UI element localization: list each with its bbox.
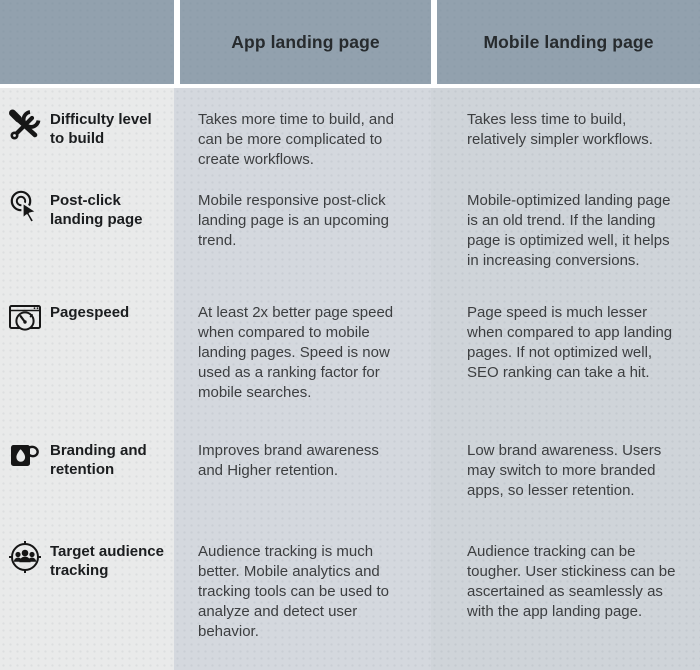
cursor-click-icon [8,189,42,223]
feature-label: Target audience tracking [50,543,164,580]
feature-cell [0,301,174,403]
header-spacer-cell [0,0,174,84]
app-value-cell: Mobile responsive post-click landing page is an upcoming trend. [198,192,389,249]
mobile-value-cell: Takes less time to build, relatively simpler workflows. [467,111,653,148]
speedometer-icon [8,301,42,335]
tools-icon [8,108,42,142]
audience-target-icon [8,540,42,574]
column-header-app-landing-page [180,0,431,84]
column-header-mobile-landing-page [437,0,700,84]
table-header [0,0,700,84]
feature-cell [0,439,174,501]
table-row [0,108,700,170]
table-row [0,189,700,271]
column-header-label: Mobile landing page [483,31,654,52]
mobile-value-cell: Audience tracking can be tougher. User stickiness can be ascertained as seamlessly as with the app landing page. [467,543,676,620]
table-row [0,301,700,403]
feature-cell [0,540,174,642]
app-value-cell: Takes more time to build, and can be more complicated to create workflows. [198,111,394,168]
app-value-cell: At least 2x better page speed when compared to mobile landing pages. Speed is now used as a ranking factor for mobile searches. [198,304,394,401]
column-header-label: App landing page [231,31,380,52]
app-value-cell: Audience tracking is much better. Mobile analytics and tracking tools can be used to analyze and detect user behavior. [198,543,389,640]
feature-label: Post-click landing page [50,192,143,229]
feature-cell [0,108,174,170]
table-row [0,439,700,501]
feature-cell [0,189,174,271]
table-row [0,540,700,642]
feature-label: Pagespeed [50,304,130,321]
app-value-cell: Improves brand awareness and Higher retention. [198,442,379,479]
mobile-value-cell: Low brand awareness. Users may switch to more branded apps, so lesser retention. [467,442,662,499]
feature-label: Branding and retention [50,442,147,479]
feature-label: Difficulty level to build [50,111,152,148]
mobile-value-cell: Mobile-optimized landing page is an old trend. If the landing page is optimized well, it helps in increasing conversions. [467,192,671,269]
table-body [0,84,700,670]
branded-mug-icon [8,439,42,473]
mobile-value-cell: Page speed is much lesser when compared to app landing pages. If not optimized well, SEO ranking can take a hit. [467,304,673,381]
